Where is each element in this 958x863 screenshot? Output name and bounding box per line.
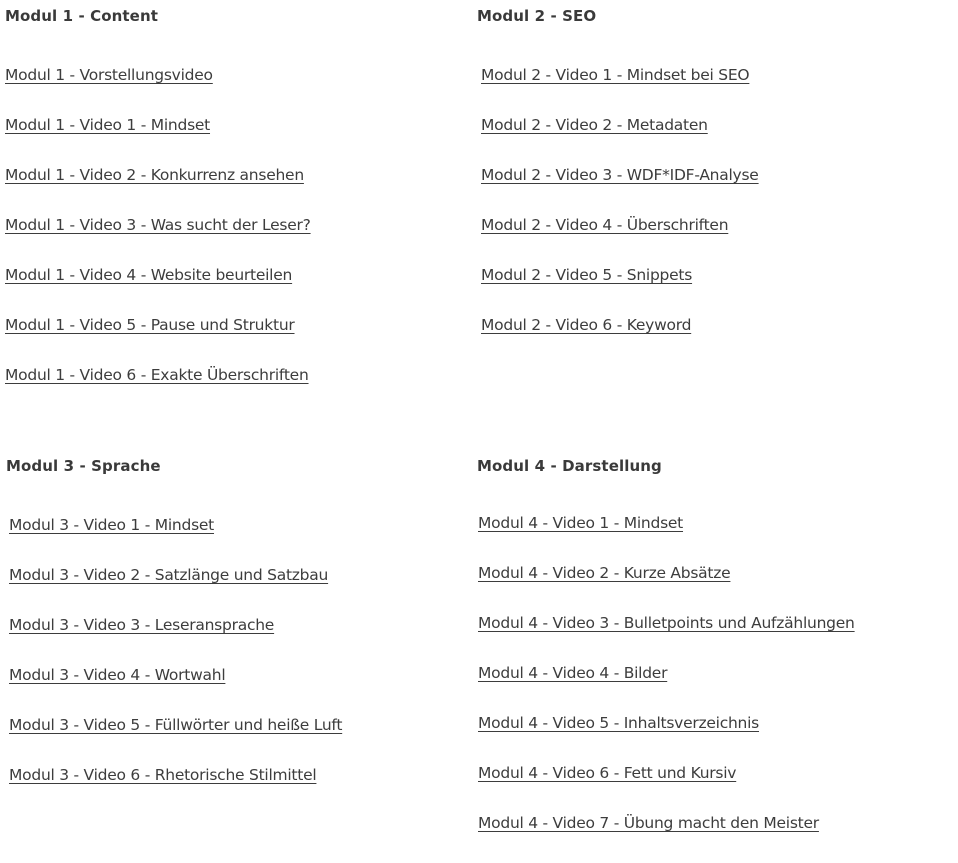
module-3-video-link[interactable]: Modul 3 - Video 5 - Füllwörter und heiße Luft	[9, 716, 343, 734]
list-item	[9, 615, 342, 665]
list-item	[5, 315, 311, 365]
module-2-video-list	[481, 65, 759, 365]
list-item	[478, 813, 855, 863]
module-1-video-link[interactable]: Modul 1 - Video 2 - Konkurrenz ansehen	[5, 166, 304, 184]
module-4-title: Modul 4 - Darstellung	[477, 457, 662, 475]
module-2-video-link[interactable]: Modul 2 - Video 2 - Metadaten	[481, 116, 708, 134]
module-2-video-link[interactable]: Modul 2 - Video 1 - Mindset bei SEO	[481, 66, 750, 84]
module-4-video-link[interactable]: Modul 4 - Video 4 - Bilder	[478, 664, 668, 682]
list-item	[9, 515, 342, 565]
module-1-video-link[interactable]: Modul 1 - Video 6 - Exakte Überschriften	[5, 366, 309, 384]
module-4-video-link[interactable]: Modul 4 - Video 3 - Bulletpoints und Aufzählungen	[478, 614, 855, 632]
module-3-video-link[interactable]: Modul 3 - Video 3 - Leseransprache	[9, 616, 275, 634]
list-item	[5, 165, 311, 215]
list-item	[478, 713, 855, 763]
list-item	[481, 315, 759, 365]
list-item	[478, 563, 855, 613]
list-item	[9, 715, 342, 765]
list-item	[5, 215, 311, 265]
list-item	[481, 215, 759, 265]
module-1-video-link[interactable]: Modul 1 - Video 1 - Mindset	[5, 116, 211, 134]
module-4-video-link[interactable]: Modul 4 - Video 6 - Fett und Kursiv	[478, 764, 737, 782]
module-1-video-link[interactable]: Modul 1 - Vorstellungsvideo	[5, 66, 213, 84]
module-3-video-link[interactable]: Modul 3 - Video 6 - Rhetorische Stilmittel	[9, 766, 317, 784]
list-item	[478, 613, 855, 663]
module-1-video-link[interactable]: Modul 1 - Video 3 - Was sucht der Leser?	[5, 216, 311, 234]
module-3-title: Modul 3 - Sprache	[6, 457, 161, 475]
module-1-video-list	[5, 65, 311, 415]
module-4-video-link[interactable]: Modul 4 - Video 1 - Mindset	[478, 514, 684, 532]
module-2-video-link[interactable]: Modul 2 - Video 6 - Keyword	[481, 316, 692, 334]
list-item	[478, 763, 855, 813]
module-3-video-list	[9, 515, 342, 815]
list-item	[5, 115, 311, 165]
module-1-video-link[interactable]: Modul 1 - Video 5 - Pause und Struktur	[5, 316, 295, 334]
module-4-video-link[interactable]: Modul 4 - Video 5 - Inhaltsverzeichnis	[478, 714, 760, 732]
list-item	[478, 663, 855, 713]
module-3-video-link[interactable]: Modul 3 - Video 4 - Wortwahl	[9, 666, 226, 684]
module-2-video-link[interactable]: Modul 2 - Video 4 - Überschriften	[481, 216, 729, 234]
module-3-video-link[interactable]: Modul 3 - Video 2 - Satzlänge und Satzbau	[9, 566, 329, 584]
list-item	[9, 665, 342, 715]
list-item	[481, 165, 759, 215]
list-item	[481, 115, 759, 165]
module-3-video-link[interactable]: Modul 3 - Video 1 - Mindset	[9, 516, 215, 534]
list-item	[9, 565, 342, 615]
list-item	[481, 65, 759, 115]
module-2-video-link[interactable]: Modul 2 - Video 5 - Snippets	[481, 266, 693, 284]
list-item	[5, 365, 311, 415]
module-2-video-link[interactable]: Modul 2 - Video 3 - WDF*IDF-Analyse	[481, 166, 759, 184]
module-4-video-list	[478, 513, 855, 863]
list-item	[5, 65, 311, 115]
module-1-video-link[interactable]: Modul 1 - Video 4 - Website beurteilen	[5, 266, 293, 284]
module-1-title: Modul 1 - Content	[5, 7, 159, 25]
list-item	[481, 265, 759, 315]
module-4-video-link[interactable]: Modul 4 - Video 7 - Übung macht den Meister	[478, 814, 819, 832]
module-4-video-link[interactable]: Modul 4 - Video 2 - Kurze Absätze	[478, 564, 731, 582]
list-item	[9, 765, 342, 815]
list-item	[478, 513, 855, 563]
list-item	[5, 265, 311, 315]
module-2-title: Modul 2 - SEO	[477, 7, 597, 25]
